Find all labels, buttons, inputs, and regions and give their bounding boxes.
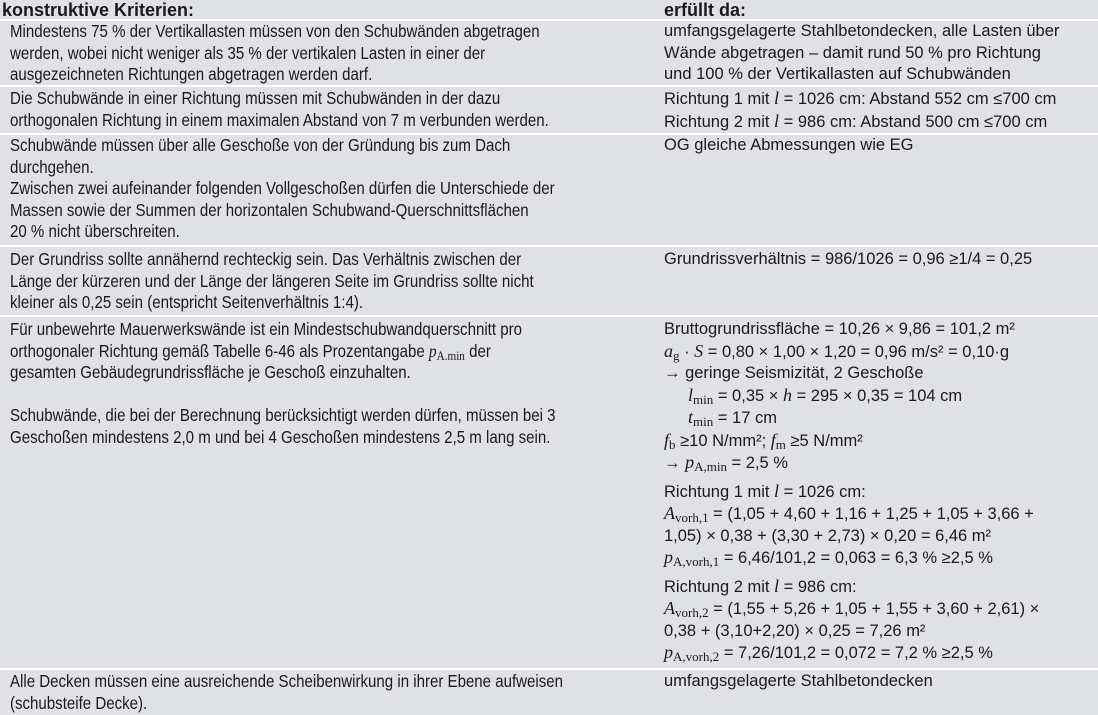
table-row [0, 317, 1098, 670]
table-row [0, 21, 1098, 87]
criterion-text: Die Schubwände in einer Richtung müssen mit Schubwänden in der dazu orthogonalen Richtung in einem maximalen Abstand von 7 m verbunden werden. [10, 88, 549, 130]
criterion-text: Mindestens 75 % der Vertikallasten müssen von den Schubwänden abgetragen werden, wobei nicht weniger als 35 % der vertikalen Lasten in einer der ausgezeichneten Richtungen abgetragen werden darf. [10, 21, 540, 84]
fulfilled-text: Grundrissverhältnis = 986/1026 = 0,96 ≥1/4 = 0,25 [664, 250, 1033, 268]
fulfilled-text: umfangsgelagerte Stahlbetondecken, alle Lasten über Wände abgetragen – damit rund 50 % pro Richtung und 100 % der Vertikallasten auf Schubwänden [664, 22, 1060, 83]
criterion-text: Schubwände müssen über alle Geschoße von der Gründung bis zum Dach durchgehen. Zwischen zwei aufeinander folgenden Vollgeschoßen dürfen die Unterschiede der Massen sowie der Summen der horizontalen Schubwand-Querschnittsflächen 20 % nicht überschreiten. [10, 135, 555, 241]
criterion-text: Der Grundriss sollte annähernd rechteckig sein. Das Verhältnis zwischen der Länge der kürzeren und der Länge der längeren Seite im Grundriss sollte nicht kleiner als 0,25 sein (entspricht Seitenverhältnis 1:4). [10, 249, 534, 312]
table-row [0, 247, 1098, 317]
fulfilled-text: umfangsgelagerte Stahlbetondecken [664, 672, 933, 690]
fulfilled-text: Richtung 1 mit l = 1026 cm: Abstand 552 cm ≤700 cm Richtung 2 mit l = 986 cm: Abstand 500 cm ≤700 cm [664, 88, 1057, 131]
table-row [0, 135, 1098, 247]
table-row [0, 87, 1098, 135]
table-row [0, 670, 1098, 715]
fulfilled-text: Bruttogrundrissfläche = 10,26 × 9,86 = 101,2 m² $a_g \cdot S = 0,80 \times 1,00 \times 1,20 = 0,96$ m/s² = 0,10·g → geringe Seismizität, 2 Geschoße $l_{min} = 0,35 \times h = 295 \times 0,35 = 104$ cm $t_{min} = 17$ cm $f_b \ge 10$ N/mm²; $f_m \ge 5$ N/mm² → $p_{A,min} = 2,5$ % Richtung 1 mit l = 1026 cm: $A_{vorh,1} = (1,05 + 4,60 + 1,16 + 1,25 + 1,05 + 3,66$ + 1,05) × 0,38 + (3,30 + 2,73) × 0,20 = 6,46 m² $p_{A,vorh,1} = 6,46/101,2 = 0,063 = 6,3$ % ≥2,5 % Richtung 2 mit l = 986 cm: $A_{vorh,2} = (1,55 + 5,26 + 1,05 + 1,55 + 3,60 + 2,61)$ × 0,38 + (3,10+2,20) × 0,25 = 7,26 m² $p_{A,vorh,2} = 7,26/101,2 = 0,072 = 7,2$ % ≥2,5 % [664, 320, 1040, 664]
criterion-text: Alle Decken müssen eine ausreichende Scheibenwirkung in ihrer Ebene aufweisen (schubsteife Decke). [10, 671, 564, 713]
criterion-text: Für unbewehrte Mauerwerkswände ist ein Mindestschubwandquerschnitt pro orthogonaler Richtung gemäß Tabelle 6-46 als Prozentangabe $p_{A.min}$ der gesamten Gebäudegrundrissfläche je Geschoß einzuhalten. Schubwände, die bei der Berechnung berücksichtigt werden dürfen, müssen bei 3 Geschoßen mindestens 2,0 m und bei 4 Geschoßen mindestens 2,5 m lang sein. [10, 319, 556, 447]
header-fulfilled: erfüllt da: [664, 0, 747, 20]
table-header [0, 0, 1098, 21]
fulfilled-text: OG gleiche Abmessungen wie EG [664, 136, 914, 154]
header-criteria: konstruktive Kriterien: [2, 0, 195, 20]
